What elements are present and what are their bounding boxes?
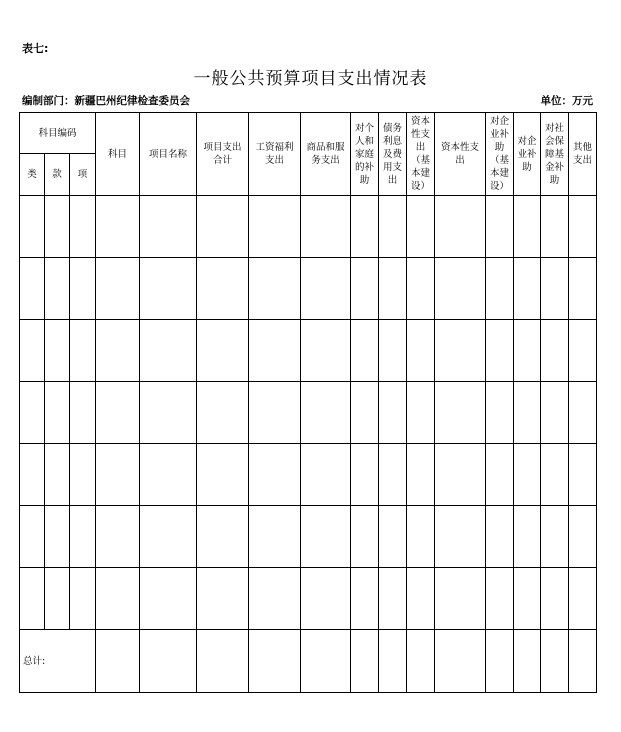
table-cell: [96, 320, 140, 382]
total-cell: [301, 630, 351, 693]
table-cell: [197, 444, 249, 506]
table-cell: [70, 320, 96, 382]
header-enterprise-basic: 对企业补助（基本建设）: [486, 113, 514, 196]
table-cell: [435, 444, 486, 506]
table-cell: [45, 320, 70, 382]
table-cell: [351, 258, 379, 320]
table-cell: [96, 196, 140, 258]
table-cell: [541, 568, 569, 630]
table-cell: [435, 320, 486, 382]
table-cell: [351, 382, 379, 444]
table-row: [20, 444, 597, 506]
table-cell: [514, 320, 541, 382]
table-row: [20, 196, 597, 258]
table-cell: [407, 382, 435, 444]
table-cell: [486, 568, 514, 630]
total-cell: [569, 630, 597, 693]
table-cell: [70, 382, 96, 444]
table-number: 表七:: [22, 42, 49, 55]
header-capital-basic: 资本性支出（基本建设）: [407, 113, 435, 196]
table-cell: [301, 506, 351, 568]
table-cell: [569, 382, 597, 444]
table-cell: [569, 444, 597, 506]
header-code-group: 科目编码: [20, 113, 96, 154]
total-cell: [197, 630, 249, 693]
table-cell: [140, 382, 197, 444]
total-cell: [514, 630, 541, 693]
table-cell: [197, 506, 249, 568]
table-cell: [514, 506, 541, 568]
table-cell: [569, 320, 597, 382]
table-cell: [541, 258, 569, 320]
table-cell: [140, 444, 197, 506]
table-cell: [301, 196, 351, 258]
table-cell: [569, 506, 597, 568]
table-cell: [351, 320, 379, 382]
table-cell: [70, 506, 96, 568]
table-cell: [20, 382, 45, 444]
header-personal-family: 对个人和家庭的补助: [351, 113, 379, 196]
header-debt-interest: 债务利息及费用支出: [379, 113, 407, 196]
total-cell: [351, 630, 379, 693]
table-cell: [249, 320, 301, 382]
table-row: [20, 258, 597, 320]
table-cell: [351, 506, 379, 568]
table-cell: [435, 196, 486, 258]
header-project-name: 项目名称: [140, 113, 197, 196]
total-cell: [407, 630, 435, 693]
table-cell: [379, 320, 407, 382]
header-social-security: 对社会保障基金补助: [541, 113, 569, 196]
table-cell: [45, 382, 70, 444]
table-cell: [70, 444, 96, 506]
table-cell: [379, 568, 407, 630]
table-cell: [379, 382, 407, 444]
table-cell: [249, 568, 301, 630]
table-cell: [435, 506, 486, 568]
table-cell: [20, 444, 45, 506]
table-cell: [569, 258, 597, 320]
total-cell: [96, 630, 140, 693]
table-cell: [435, 258, 486, 320]
header-other: 其他支出: [569, 113, 597, 196]
table-cell: [379, 444, 407, 506]
table-cell: [249, 258, 301, 320]
table-cell: [407, 196, 435, 258]
table-cell: [96, 444, 140, 506]
table-cell: [541, 444, 569, 506]
table-cell: [70, 258, 96, 320]
table-cell: [486, 506, 514, 568]
header-goods-services: 商品和服务支出: [301, 113, 351, 196]
total-cell: [435, 630, 486, 693]
table-cell: [20, 506, 45, 568]
table-cell: [407, 444, 435, 506]
table-cell: [20, 568, 45, 630]
table-cell: [249, 506, 301, 568]
table-cell: [407, 258, 435, 320]
total-cell: [379, 630, 407, 693]
table-cell: [20, 196, 45, 258]
table-cell: [197, 568, 249, 630]
table-cell: [197, 320, 249, 382]
table-row: [20, 320, 597, 382]
table-cell: [249, 196, 301, 258]
table-cell: [486, 382, 514, 444]
budget-table: [19, 112, 597, 693]
table-cell: [45, 444, 70, 506]
table-cell: [407, 320, 435, 382]
header-kuan: 款: [45, 154, 70, 196]
table-cell: [486, 320, 514, 382]
table-cell: [197, 196, 249, 258]
table-row: [20, 506, 597, 568]
header-project-total: 项目支出合计: [197, 113, 249, 196]
table-cell: [70, 196, 96, 258]
table-cell: [379, 258, 407, 320]
table-cell: [96, 382, 140, 444]
unit-label: 单位：万元: [540, 95, 593, 107]
page-title: 一般公共预算项目支出情况表: [193, 69, 428, 89]
table-cell: [486, 196, 514, 258]
table-cell: [140, 506, 197, 568]
table-cell: [96, 258, 140, 320]
table-cell: [70, 568, 96, 630]
table-cell: [96, 506, 140, 568]
table-cell: [20, 258, 45, 320]
table-cell: [45, 568, 70, 630]
table-cell: [514, 568, 541, 630]
table-cell: [301, 444, 351, 506]
total-cell: [541, 630, 569, 693]
table-cell: [541, 382, 569, 444]
header-kemu: 科目: [96, 113, 140, 196]
header-enterprise: 对企业补助: [514, 113, 541, 196]
table-cell: [351, 196, 379, 258]
table-cell: [140, 258, 197, 320]
table-cell: [45, 506, 70, 568]
table-cell: [197, 382, 249, 444]
table-cell: [514, 196, 541, 258]
header-wage-welfare: 工资福利支出: [249, 113, 301, 196]
table-row: [20, 568, 597, 630]
table-cell: [486, 258, 514, 320]
header-xiang: 项: [70, 154, 96, 196]
table-cell: [301, 382, 351, 444]
table-cell: [435, 382, 486, 444]
table-cell: [20, 320, 45, 382]
total-cell: [140, 630, 197, 693]
table-cell: [486, 444, 514, 506]
total-label: 总计:: [20, 630, 96, 693]
table-cell: [435, 568, 486, 630]
table-cell: [45, 258, 70, 320]
table-cell: [541, 320, 569, 382]
table-cell: [351, 444, 379, 506]
table-cell: [407, 506, 435, 568]
table-cell: [140, 568, 197, 630]
table-row: [20, 382, 597, 444]
table-cell: [379, 196, 407, 258]
table-cell: [541, 196, 569, 258]
table-cell: [569, 196, 597, 258]
table-cell: [249, 382, 301, 444]
header-lei: 类: [20, 154, 45, 196]
total-cell: [486, 630, 514, 693]
table-cell: [96, 568, 140, 630]
table-cell: [541, 506, 569, 568]
table-cell: [301, 320, 351, 382]
table-cell: [249, 444, 301, 506]
table-cell: [45, 196, 70, 258]
header-capital: 资本性支出: [435, 113, 486, 196]
table-cell: [301, 258, 351, 320]
table-cell: [514, 258, 541, 320]
table-cell: [407, 568, 435, 630]
department-label: 编制部门：新疆巴州纪律检查委员会: [22, 95, 190, 107]
table-cell: [140, 320, 197, 382]
table-cell: [514, 382, 541, 444]
table-cell: [514, 444, 541, 506]
table-cell: [140, 196, 197, 258]
table-cell: [379, 506, 407, 568]
total-cell: [249, 630, 301, 693]
table-cell: [197, 258, 249, 320]
table-cell: [301, 568, 351, 630]
table-cell: [569, 568, 597, 630]
table-cell: [351, 568, 379, 630]
